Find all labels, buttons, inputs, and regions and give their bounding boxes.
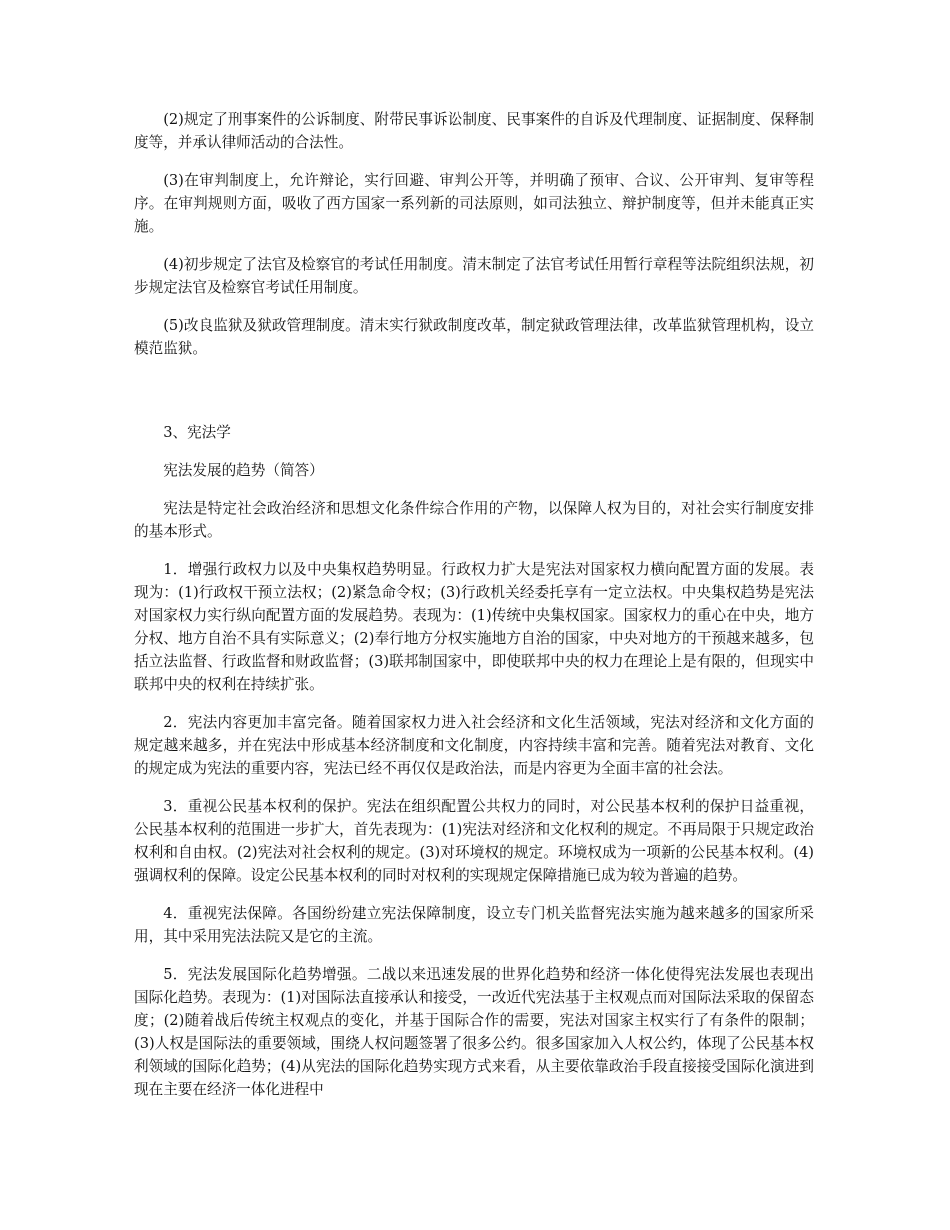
trend-point-1: 1．增强行政权力以及中央集权趋势明显。行政权力扩大是宪法对国家权力横向配置方面的发展。表现为：(1)行政权干预立法权；(2)紧急命令权；(3)行政机关经委托享有一定立法权。中央集权趋势是宪法对国家权力实行纵向配置方面的发展趋势。表现为：(1)传统中央集权国家。国家权力的重心在中央，地方分权、地方自治不具有实际意义；(2)奉行地方分权实施地方自治的国家，中央对地方的干预越来越多，包括立法监督、行政监督和财政监督；(3)联邦制国家中，即使联邦中央的权力在理论上是有限的，但现实中联邦中央的权利在持续扩张。 (134, 561, 814, 693)
trend-point-5: 5．宪法发展国际化趋势增强。二战以来迅速发展的世界化趋势和经济一体化使得宪法发展也表现出国际化趋势。表现为：(1)对国际法直接承认和接受，一改近代宪法基于主权观点而对国际法采取的保留态度；(2)随着战后传统主权观点的变化，并基于国际合作的需要，宪法对国家主权实行了有条件的限制；(3)人权是国际法的重要领域，围绕人权问题签署了很多公约。很多国家加入人权公约，体现了公民基本权利领域的国际化趋势；(4)从宪法的国际化趋势实现方式来看，从主要依靠政治手段直接接受国际化演进到现在主要在经济一体化进程中 (134, 966, 814, 1098)
trend-point-3: 3．重视公民基本权利的保护。宪法在组织配置公共权力的同时，对公民基本权利的保护日益重视，公民基本权利的范围进一步扩大，首先表现为：(1)宪法对经济和文化权利的规定。不再局限于只规定政治权利和自由权。(2)宪法对社会权利的规定。(3)对环境权的规定。环境权成为一项新的公民基本权利。(4)强调权利的保障。设定公民基本权利的同时对权利的实现规定保障措施已成为较为普遍的趋势。 (134, 798, 814, 884)
document-page (134, 108, 814, 1116)
trend-point-2: 2．宪法内容更加丰富完备。随着国家权力进入社会经济和文化生活领域，宪法对经济和文化方面的规定越来越多，并在宪法中形成基本经济制度和文化制度，内容持续丰富和完善。随着宪法对教育、文化的规定成为宪法的重要内容，宪法已经不再仅仅是政治法，而是内容更为全面丰富的社会法。 (134, 714, 814, 777)
paragraph-judicial-3: (3)在审判制度上，允许辩论，实行回避、审判公开等，并明确了预审、合议、公开审判、复审等程序。在审判规则方面，吸收了西方国家一系列新的司法原则，如司法独立、辩护制度等，但并未能真正实施。 (134, 172, 814, 235)
section-intro: 宪法是特定社会政治经济和思想文化条件综合作用的产物，以保障人权为目的，对社会实行制度安排的基本形式。 (134, 500, 814, 540)
section-subheading: 宪法发展的趋势（简答） (163, 462, 324, 479)
section-heading: 3、宪法学 (163, 424, 231, 441)
paragraph-judicial-4: (4)初步规定了法官及检察官的考试任用制度。清末制定了法官考试任用暂行章程等法院组织法规，初步规定法官及检察官考试任用制度。 (134, 256, 814, 296)
section-gap (134, 375, 814, 421)
trend-point-4: 4．重视宪法保障。各国纷纷建立宪法保障制度，设立专门机关监督宪法实施为越来越多的国家所采用，其中采用宪法法院又是它的主流。 (134, 905, 814, 945)
paragraph-judicial-5: (5)改良监狱及狱政管理制度。清末实行狱政制度改革，制定狱政管理法律，改革监狱管理机构，设立模范监狱。 (134, 317, 814, 357)
paragraph-judicial-2: (2)规定了刑事案件的公诉制度、附带民事诉讼制度、民事案件的自诉及代理制度、证据制度、保释制度等，并承认律师活动的合法性。 (134, 111, 814, 151)
